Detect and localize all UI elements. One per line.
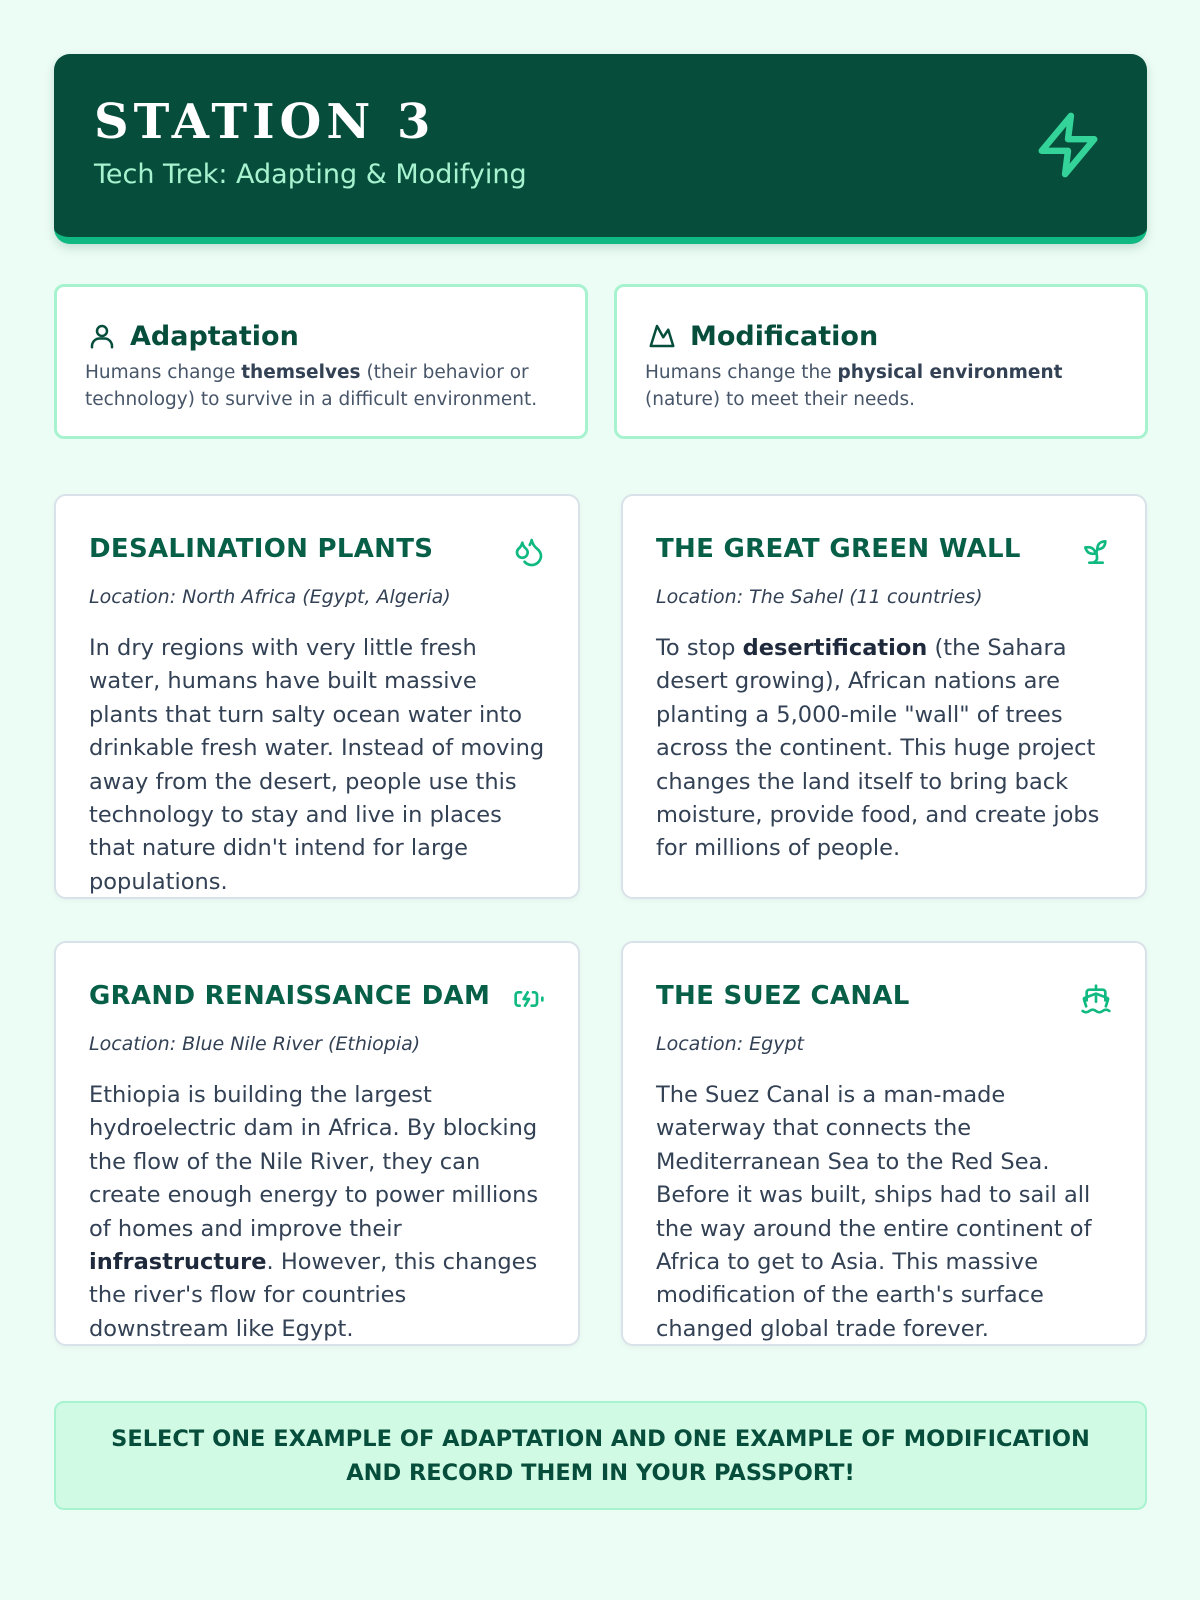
definition-text: Humans change the physical environment (nature) to meet their needs. bbox=[645, 362, 1063, 410]
card-title: GRAND RENAISSANCE DAM bbox=[89, 981, 491, 1011]
card-location: Location: The Sahel (11 countries) bbox=[656, 586, 983, 608]
station-title: STATION 3 bbox=[94, 94, 436, 150]
sprout-icon bbox=[1080, 536, 1112, 568]
card-desalination-plants bbox=[54, 494, 580, 899]
card-location: Location: Blue Nile River (Ethiopia) bbox=[89, 1033, 421, 1055]
card-body: Ethiopia is building the largest hydroelectric dam in Africa. By blocking the flow of the Nile River, they can create enough energy to power millions of homes and improve their infrastructure. However, this changes the river's flow for countries downstream like Egypt. bbox=[89, 1082, 539, 1342]
passport-instruction-banner bbox=[54, 1401, 1147, 1510]
card-suez-canal bbox=[621, 941, 1147, 1346]
card-title: THE SUEZ CANAL bbox=[656, 981, 910, 1011]
person-icon bbox=[87, 321, 117, 351]
card-location: Location: North Africa (Egypt, Algeria) bbox=[89, 586, 451, 608]
card-body: To stop desertification (the Sahara desert growing), African nations are planting a 5,000-mile "wall" of trees across the continent. This huge project changes the land itself to bring back moisture, provide food, and create jobs for millions of people. bbox=[656, 635, 1100, 862]
card-body: The Suez Canal is a man-made waterway that connects the Mediterranean Sea to the Red Sea. Before it was built, ships had to sail all the way around the entire continent of Africa to get to Asia. This massive modification of the earth's surface changed global trade forever. bbox=[656, 1082, 1092, 1342]
card-location: Location: Egypt bbox=[656, 1033, 804, 1055]
station-subtitle: Tech Trek: Adapting & Modifying bbox=[94, 159, 527, 190]
card-grand-renaissance-dam bbox=[54, 941, 580, 1346]
station-header bbox=[54, 54, 1147, 244]
battery-charging-icon bbox=[513, 983, 545, 1015]
mountain-icon bbox=[647, 321, 677, 351]
definition-title: Adaptation bbox=[130, 321, 299, 352]
ship-icon bbox=[1080, 983, 1112, 1015]
card-title: DESALINATION PLANTS bbox=[89, 534, 434, 564]
definition-text: Humans change themselves (their behavior or technology) to survive in a difficult environment. bbox=[85, 362, 538, 410]
card-great-green-wall bbox=[621, 494, 1147, 899]
definition-modification bbox=[614, 284, 1148, 439]
definition-adaptation bbox=[54, 284, 588, 439]
lightning-bolt-icon bbox=[1033, 106, 1103, 184]
definition-title: Modification bbox=[690, 321, 879, 352]
passport-instruction: SELECT ONE EXAMPLE OF ADAPTATION AND ONE EXAMPLE OF MODIFICATION AND RECORD THEM IN YOUR PASSPORT! bbox=[111, 1425, 1090, 1486]
card-body: In dry regions with very little fresh water, humans have built massive plants that turn salty ocean water into drinkable fresh water. Instead of moving away from the desert, people use this technology to stay and live in places that nature didn't intend for large populations. bbox=[89, 635, 545, 895]
droplets-icon bbox=[513, 536, 545, 568]
card-title: THE GREAT GREEN WALL bbox=[656, 534, 1021, 564]
